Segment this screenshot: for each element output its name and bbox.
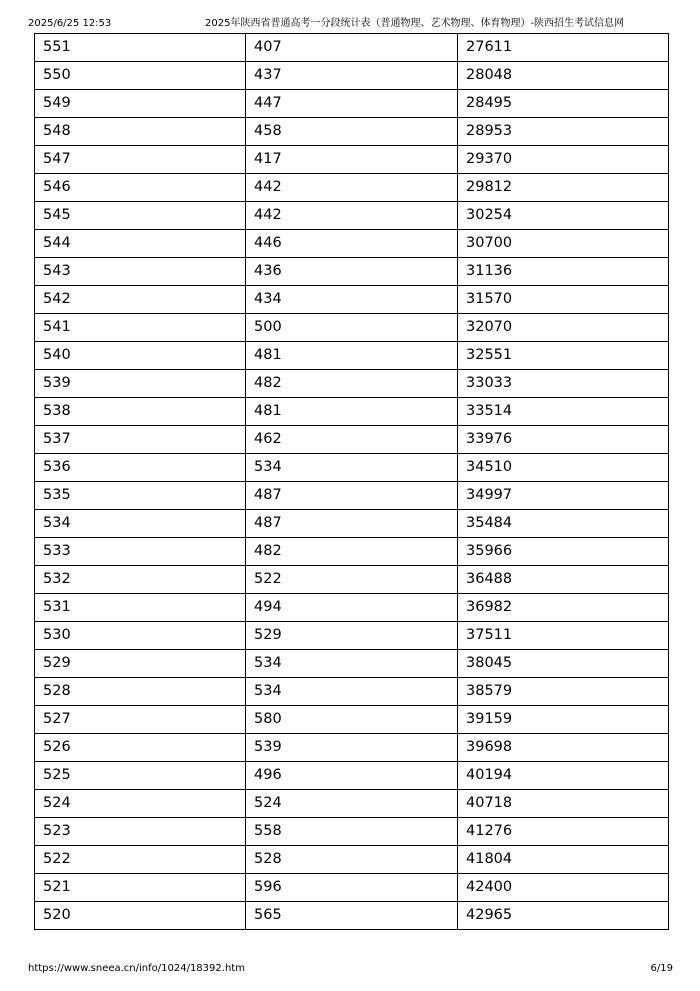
count-cell: 446 bbox=[246, 230, 458, 258]
cumulative-cell: 32070 bbox=[458, 314, 669, 342]
cumulative-cell: 27611 bbox=[458, 34, 669, 62]
count-cell: 524 bbox=[246, 790, 458, 818]
count-cell: 500 bbox=[246, 314, 458, 342]
count-cell: 539 bbox=[246, 734, 458, 762]
table-row bbox=[35, 146, 669, 174]
count-cell: 482 bbox=[246, 538, 458, 566]
cumulative-cell: 39159 bbox=[458, 706, 669, 734]
cumulative-cell: 42400 bbox=[458, 874, 669, 902]
count-cell: 522 bbox=[246, 566, 458, 594]
table-row bbox=[35, 874, 669, 902]
score-cell: 539 bbox=[35, 370, 246, 398]
table-row bbox=[35, 398, 669, 426]
score-cell: 524 bbox=[35, 790, 246, 818]
count-cell: 487 bbox=[246, 482, 458, 510]
score-cell: 551 bbox=[35, 34, 246, 62]
table-row bbox=[35, 818, 669, 846]
cumulative-cell: 42965 bbox=[458, 902, 669, 930]
cumulative-cell: 28495 bbox=[458, 90, 669, 118]
count-cell: 442 bbox=[246, 174, 458, 202]
count-cell: 482 bbox=[246, 370, 458, 398]
table-row bbox=[35, 34, 669, 62]
table-row bbox=[35, 902, 669, 930]
count-cell: 528 bbox=[246, 846, 458, 874]
table-row bbox=[35, 650, 669, 678]
table-row bbox=[35, 846, 669, 874]
table-row bbox=[35, 678, 669, 706]
table-row bbox=[35, 734, 669, 762]
score-cell: 520 bbox=[35, 902, 246, 930]
score-distribution-table bbox=[34, 33, 669, 930]
count-cell: 496 bbox=[246, 762, 458, 790]
count-cell: 417 bbox=[246, 146, 458, 174]
cumulative-cell: 31570 bbox=[458, 286, 669, 314]
table-body bbox=[35, 34, 669, 930]
cumulative-cell: 35966 bbox=[458, 538, 669, 566]
score-cell: 544 bbox=[35, 230, 246, 258]
cumulative-cell: 38579 bbox=[458, 678, 669, 706]
table-row bbox=[35, 370, 669, 398]
score-cell: 522 bbox=[35, 846, 246, 874]
score-cell: 536 bbox=[35, 454, 246, 482]
score-cell: 527 bbox=[35, 706, 246, 734]
table-row bbox=[35, 314, 669, 342]
score-cell: 546 bbox=[35, 174, 246, 202]
table-row bbox=[35, 762, 669, 790]
cumulative-cell: 38045 bbox=[458, 650, 669, 678]
table-row bbox=[35, 706, 669, 734]
score-cell: 521 bbox=[35, 874, 246, 902]
count-cell: 447 bbox=[246, 90, 458, 118]
cumulative-cell: 28048 bbox=[458, 62, 669, 90]
count-cell: 534 bbox=[246, 650, 458, 678]
score-cell: 537 bbox=[35, 426, 246, 454]
cumulative-cell: 28953 bbox=[458, 118, 669, 146]
score-cell: 543 bbox=[35, 258, 246, 286]
cumulative-cell: 36488 bbox=[458, 566, 669, 594]
cumulative-cell: 31136 bbox=[458, 258, 669, 286]
count-cell: 529 bbox=[246, 622, 458, 650]
score-cell: 530 bbox=[35, 622, 246, 650]
score-cell: 523 bbox=[35, 818, 246, 846]
count-cell: 436 bbox=[246, 258, 458, 286]
score-cell: 534 bbox=[35, 510, 246, 538]
cumulative-cell: 29812 bbox=[458, 174, 669, 202]
cumulative-cell: 41804 bbox=[458, 846, 669, 874]
score-cell: 533 bbox=[35, 538, 246, 566]
score-cell: 548 bbox=[35, 118, 246, 146]
cumulative-cell: 40194 bbox=[458, 762, 669, 790]
cumulative-cell: 34510 bbox=[458, 454, 669, 482]
count-cell: 596 bbox=[246, 874, 458, 902]
count-cell: 434 bbox=[246, 286, 458, 314]
count-cell: 580 bbox=[246, 706, 458, 734]
table-row bbox=[35, 594, 669, 622]
table-row bbox=[35, 566, 669, 594]
print-footer bbox=[28, 962, 673, 976]
table-row bbox=[35, 258, 669, 286]
count-cell: 458 bbox=[246, 118, 458, 146]
count-cell: 481 bbox=[246, 342, 458, 370]
count-cell: 442 bbox=[246, 202, 458, 230]
table-row bbox=[35, 286, 669, 314]
score-cell: 542 bbox=[35, 286, 246, 314]
score-cell: 528 bbox=[35, 678, 246, 706]
table-row bbox=[35, 62, 669, 90]
score-cell: 540 bbox=[35, 342, 246, 370]
table-row bbox=[35, 174, 669, 202]
count-cell: 462 bbox=[246, 426, 458, 454]
score-cell: 525 bbox=[35, 762, 246, 790]
cumulative-cell: 33976 bbox=[458, 426, 669, 454]
cumulative-cell: 36982 bbox=[458, 594, 669, 622]
cumulative-cell: 39698 bbox=[458, 734, 669, 762]
score-cell: 535 bbox=[35, 482, 246, 510]
cumulative-cell: 34997 bbox=[458, 482, 669, 510]
table-row bbox=[35, 90, 669, 118]
cumulative-cell: 33514 bbox=[458, 398, 669, 426]
page-title: 2025年陕西省普通高考一分段统计表（普通物理、艺术物理、体育物理）-陕西招生考试信息网 bbox=[205, 18, 625, 29]
cumulative-cell: 29370 bbox=[458, 146, 669, 174]
page-number: 6/19 bbox=[650, 963, 673, 974]
count-cell: 534 bbox=[246, 678, 458, 706]
page-url: https://www.sneea.cn/info/1024/18392.htm bbox=[28, 963, 245, 974]
score-cell: 547 bbox=[35, 146, 246, 174]
table-row bbox=[35, 482, 669, 510]
table-row bbox=[35, 342, 669, 370]
cumulative-cell: 37511 bbox=[458, 622, 669, 650]
count-cell: 558 bbox=[246, 818, 458, 846]
score-cell: 541 bbox=[35, 314, 246, 342]
cumulative-cell: 41276 bbox=[458, 818, 669, 846]
table-row bbox=[35, 426, 669, 454]
cumulative-cell: 30700 bbox=[458, 230, 669, 258]
count-cell: 565 bbox=[246, 902, 458, 930]
table-row bbox=[35, 202, 669, 230]
score-cell: 550 bbox=[35, 62, 246, 90]
table-row bbox=[35, 790, 669, 818]
score-cell: 549 bbox=[35, 90, 246, 118]
print-datetime: 2025/6/25 12:53 bbox=[28, 18, 112, 29]
score-cell: 531 bbox=[35, 594, 246, 622]
table-row bbox=[35, 118, 669, 146]
table-row bbox=[35, 230, 669, 258]
cumulative-cell: 40718 bbox=[458, 790, 669, 818]
score-cell: 526 bbox=[35, 734, 246, 762]
table-row bbox=[35, 622, 669, 650]
table-row bbox=[35, 538, 669, 566]
score-cell: 532 bbox=[35, 566, 246, 594]
count-cell: 437 bbox=[246, 62, 458, 90]
count-cell: 407 bbox=[246, 34, 458, 62]
cumulative-cell: 33033 bbox=[458, 370, 669, 398]
count-cell: 494 bbox=[246, 594, 458, 622]
cumulative-cell: 35484 bbox=[458, 510, 669, 538]
cumulative-cell: 32551 bbox=[458, 342, 669, 370]
score-cell: 538 bbox=[35, 398, 246, 426]
count-cell: 487 bbox=[246, 510, 458, 538]
print-header bbox=[28, 17, 668, 31]
score-cell: 529 bbox=[35, 650, 246, 678]
score-cell: 545 bbox=[35, 202, 246, 230]
table-row bbox=[35, 510, 669, 538]
count-cell: 481 bbox=[246, 398, 458, 426]
count-cell: 534 bbox=[246, 454, 458, 482]
table-row bbox=[35, 454, 669, 482]
cumulative-cell: 30254 bbox=[458, 202, 669, 230]
